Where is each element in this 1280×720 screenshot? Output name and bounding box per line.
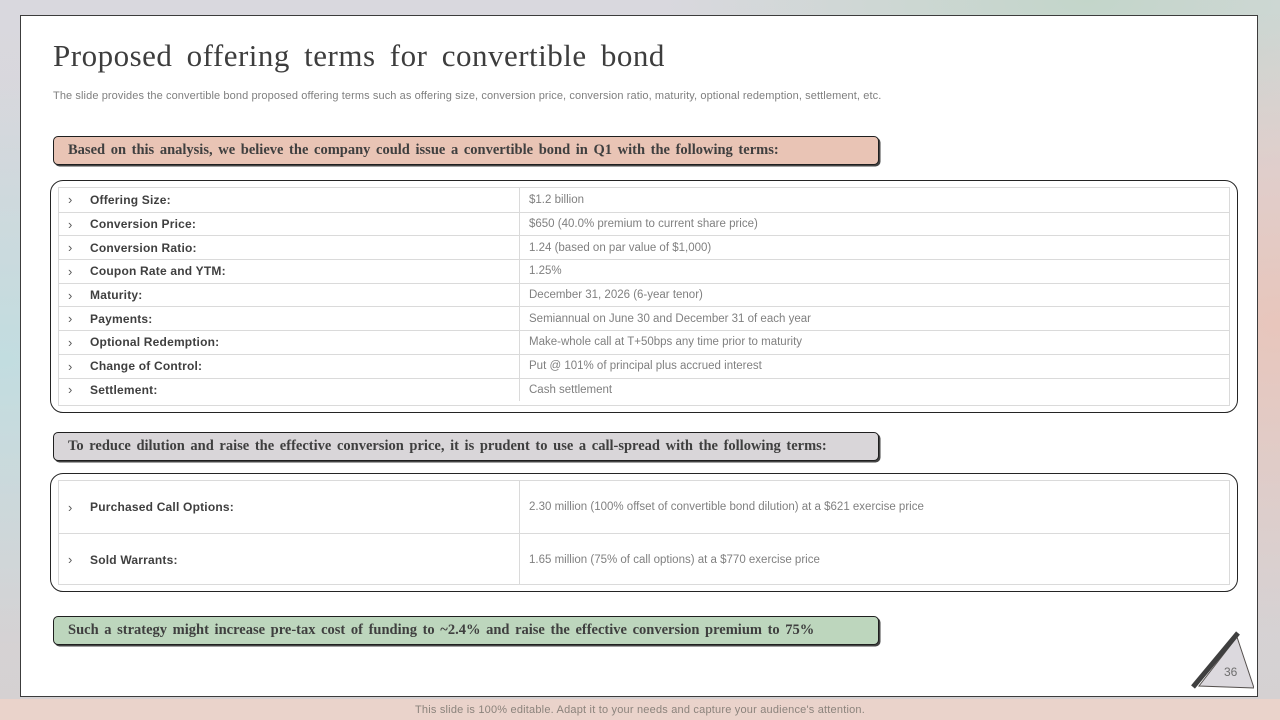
chevron-right-icon: › [68,499,73,515]
term-label: Sold Warrants: [90,552,178,567]
term-label-cell [59,284,519,307]
term-value: $1.2 billion [519,188,1229,212]
term-label: Optional Redemption: [90,335,220,350]
table-row [59,212,1229,236]
statement-banner-strategy-text: Such a strategy might increase pre-tax cost of funding to ~2.4% and raise the effective conversion premium to 75% [68,622,815,638]
terms-table-panel [50,180,1238,413]
term-label: Maturity: [90,288,143,303]
chevron-right-icon: › [68,358,73,374]
call-spread-table-panel [50,473,1238,592]
term-label-cell [59,355,519,378]
table-row [59,188,1229,212]
call-spread-table [58,480,1230,585]
chevron-right-icon: › [68,287,73,303]
chevron-right-icon: › [68,311,73,327]
table-row [59,306,1229,330]
chevron-right-icon: › [68,192,73,208]
term-label: Conversion Ratio: [90,240,197,255]
chevron-right-icon: › [68,216,73,232]
term-label-cell [59,534,519,585]
page-corner-fold [1186,624,1254,692]
chevron-right-icon: › [68,240,73,256]
term-label: Offering Size: [90,192,171,207]
term-value: Cash settlement [519,379,1229,402]
table-row [59,283,1229,307]
term-label: Conversion Price: [90,217,197,232]
term-value: 1.65 million (75% of call options) at a $770 exercise price [519,534,1229,585]
term-value: 2.30 million (100% offset of convertible bond dilution) at a $621 exercise price [519,481,1229,533]
page-number: 36 [1224,665,1238,679]
term-label: Purchased Call Options: [90,500,234,514]
chevron-right-icon: › [68,334,73,350]
table-row [59,259,1229,283]
term-label-cell [59,379,519,402]
statement-banner-offering-text: Based on this analysis, we believe the company could issue a convertible bond in Q1 with the following terms: [68,142,779,158]
statement-banner-strategy [53,616,879,645]
term-value: Put @ 101% of principal plus accrued interest [519,355,1229,378]
term-value: December 31, 2026 (6-year tenor) [519,284,1229,307]
chevron-right-icon: › [68,382,73,398]
statement-banner-call-spread [53,432,879,461]
terms-table [58,187,1230,406]
page-title: Proposed offering terms for convertible bond [53,38,665,73]
page-subtitle: The slide provides the convertible bond proposed offering terms such as offering size, conversion price, conversion ratio, maturity, optional redemption, settlement, etc. [53,90,882,102]
term-value: $650 (40.0% premium to current share price) [519,213,1229,236]
term-label-cell [59,331,519,354]
term-value: Semiannual on June 30 and December 31 of each year [519,307,1229,330]
term-label-cell [59,307,519,330]
table-row [59,330,1229,354]
table-row [59,533,1229,585]
term-label-cell [59,481,519,533]
table-row [59,235,1229,259]
term-label: Payments: [90,311,153,326]
chevron-right-icon: › [68,263,73,279]
footer-band [0,699,1280,720]
term-value: Make-whole call at T+50bps any time prior to maturity [519,331,1229,354]
slide [20,15,1258,697]
footer-note: This slide is 100% editable. Adapt it to your needs and capture your audience's attention. [415,703,865,716]
term-value: 1.25% [519,260,1229,283]
term-value: 1.24 (based on par value of $1,000) [519,236,1229,259]
table-row [59,378,1229,402]
statement-banner-offering [53,136,879,165]
statement-banner-call-spread-text: To reduce dilution and raise the effective conversion price, it is prudent to use a call-spread with the following terms: [68,438,827,454]
table-row [59,481,1229,533]
term-label: Coupon Rate and YTM: [90,264,226,279]
term-label: Settlement: [90,382,158,397]
term-label-cell [59,188,519,212]
term-label-cell [59,213,519,236]
term-label-cell [59,260,519,283]
term-label: Change of Control: [90,359,203,374]
table-row [59,354,1229,378]
term-label-cell [59,236,519,259]
chevron-right-icon: › [68,552,73,567]
